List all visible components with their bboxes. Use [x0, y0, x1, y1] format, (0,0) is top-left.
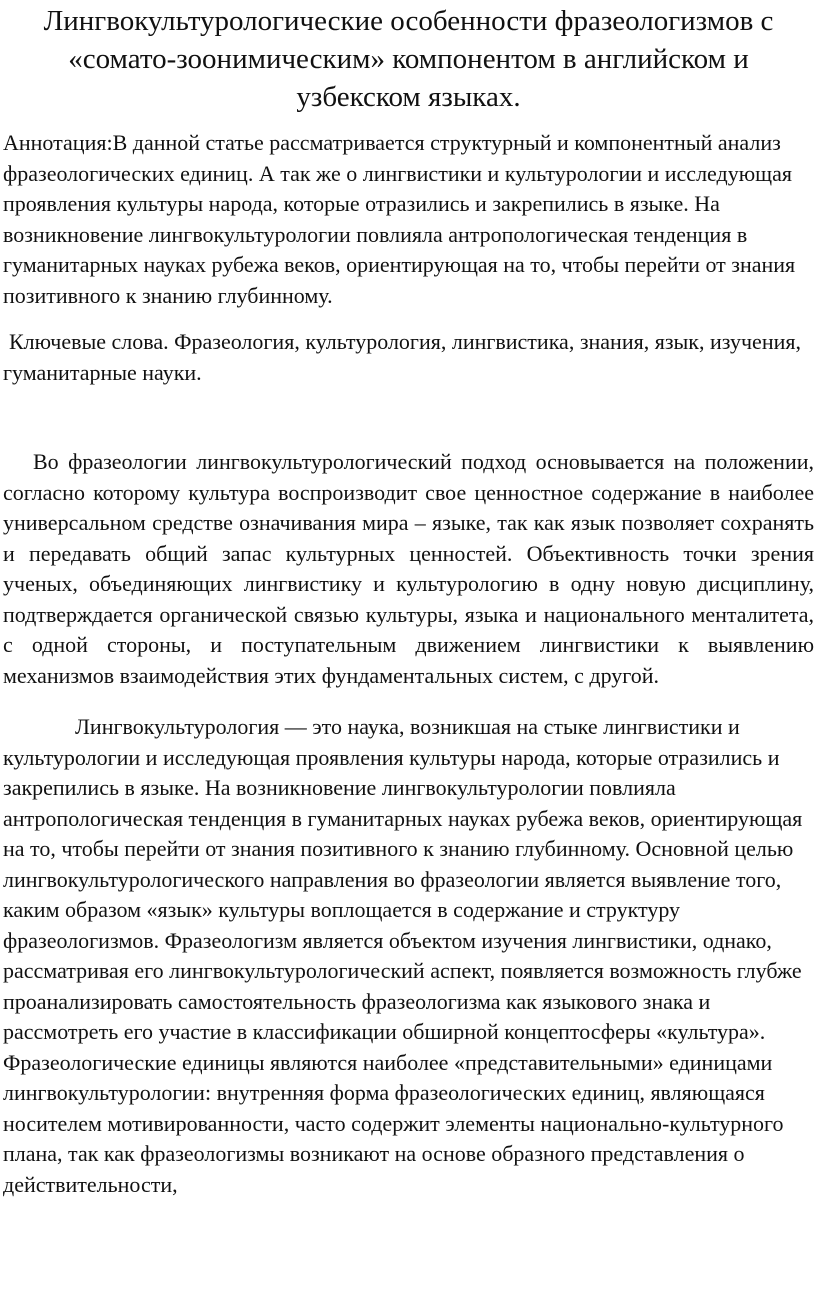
body-paragraph-2: Лингвокультурология — это наука, возникшая на стыке лингвистики и культурологии и исследующая проявления культуры народа, которые отразились и закрепились в языке. На возникновение лингвокультурологии повлияла антропологическая тенденция в гуманитарных науках рубежа веков, ориентирующая на то, чтобы перейти от знания позитивного к знанию глубинному. Основной целью лингвокультурологического направления во фразеологии является выявление того, каким образом «язык» культуры воплощается в содержание и структуру фразеологизмов. Фразеологизм является объектом изучения лингвистики, однако, рассматривая его лингвокультурологический аспект, появляется возможность глубже проанализировать самостоятельность фразеологизма как языкового знака и рассмотреть его участие в классификации обширной концептосферы «культура». Фразеологические единицы являются наиболее «представительными» единицами лингвокультурологии: внутренняя форма фразеологических единиц, являющаяся носителем мотивированности, часто содержит элементы национально-культурного плана, так как фразеологизмы возникают на основе образного представления о действительности,: [3, 714, 803, 1197]
document-title: Лингвокультурологические особенности фразеологизмов с «сомато-зоонимическим» компонентом в английском и узбекском языках.: [43, 5, 774, 113]
keywords-paragraph: Ключевые слова. Фразеология, культурология, лингвистика, знания, язык, изучения, гуманитарные науки.: [3, 329, 801, 385]
abstract-paragraph: Аннотация:В данной статье рассматривается структурный и компонентный анализ фразеологических единиц. А так же о лингвистики и культурологии и исследующая проявления культуры народа, которые отразились и закрепились в языке. На возникновение лингвокультурологии повлияла антропологическая тенденция в гуманитарных науках рубежа веков, ориентирующая на то, чтобы перейти от знания позитивного к знанию глубинному.: [3, 130, 796, 308]
body-paragraph-1: Во фразеологии лингвокультурологический подход основывается на положении, согласно которому культура воспроизводит свое ценностное содержание в наиболее универсальном средстве означивания мира – языке, так как язык позволяет сохранять и передавать общий запас культурных ценностей. Объективность точки зрения ученых, объединяющих лингвистику и культурологию в одну новую дисциплину, подтверждается органической связью культуры, языка и национального менталитета, с одной стороны, и поступательным движением лингвистики к выявлению механизмов взаимодействия этих фундаментальных систем, с другой.: [3, 449, 814, 688]
